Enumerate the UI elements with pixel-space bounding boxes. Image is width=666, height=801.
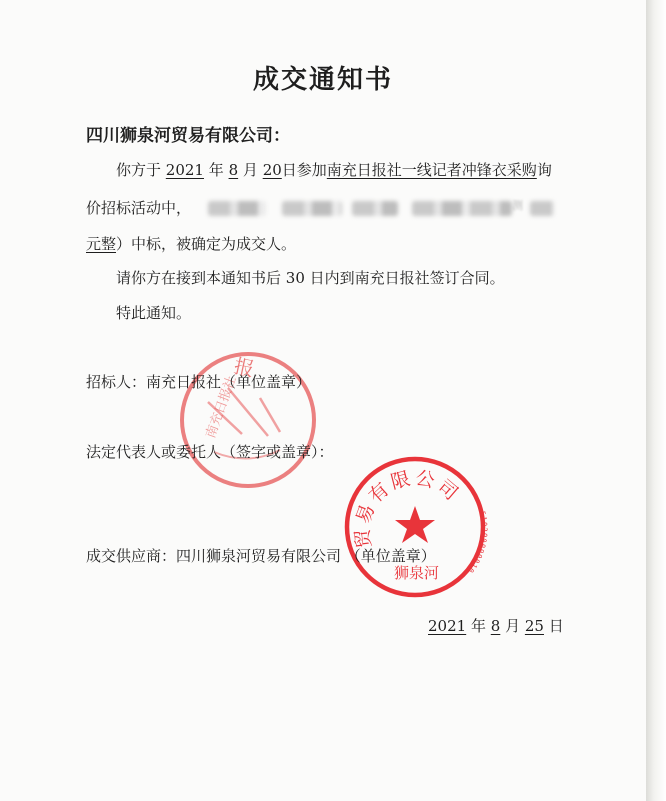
newspaper-seal <box>168 340 328 500</box>
award-year: 2021 <box>165 161 204 179</box>
seal-star-icon <box>395 506 435 543</box>
notice-line-1: 你方于 2021 年 8 月 20日参加南充日报社一线记者冲锋衣采购询 <box>116 161 552 179</box>
addressee: 四川狮泉河贸易有限公司： <box>86 126 290 146</box>
issue-date: 2021 年 8 月 25 日 <box>428 617 564 635</box>
amount-ending: 元整 <box>86 235 117 253</box>
notice-line-2: 价招标活动中， <box>86 199 192 217</box>
notice-paragraph-2: 请你方在接到本通知书后 30 日内到南充日报社签订合同。 <box>116 269 505 287</box>
notice-paragraph-3: 特此通知。 <box>116 304 192 322</box>
legal-rep-line: 法定代表人或委托人（签字或盖章）： <box>86 443 334 461</box>
company-seal-text: 贸易有限公司 <box>351 466 465 550</box>
issue-year: 2021 <box>428 617 467 635</box>
newspaper-seal-name: 南充日报社 <box>203 374 240 441</box>
issue-month: 8 <box>490 617 501 635</box>
notice-line-3: 元整）中标，被确定为成交人。 <box>86 235 297 253</box>
issue-day: 25 <box>524 617 544 635</box>
supplier-line: 成交供应商：四川狮泉河贸易有限公司 （单位盖章） <box>86 547 436 565</box>
company-seal <box>340 452 490 602</box>
supplier-stamp-note: （单位盖章） <box>345 547 436 565</box>
award-day: 20 <box>262 161 282 179</box>
project-name: 南充日报社一线记者冲锋衣采购 <box>326 161 537 179</box>
redacted-fragment: 测 <box>512 199 523 212</box>
document-title: 成交通知书 <box>252 65 393 95</box>
page-edge-shadow <box>646 0 666 801</box>
newspaper-seal-char: 报 <box>231 353 257 382</box>
award-month: 8 <box>228 161 239 179</box>
company-seal-subtext: 狮泉河 <box>394 564 440 582</box>
company-seal-code: 510200000010 <box>465 510 489 575</box>
tenderer-line: 招标人：南充日报社（单位盖章） <box>86 373 312 391</box>
